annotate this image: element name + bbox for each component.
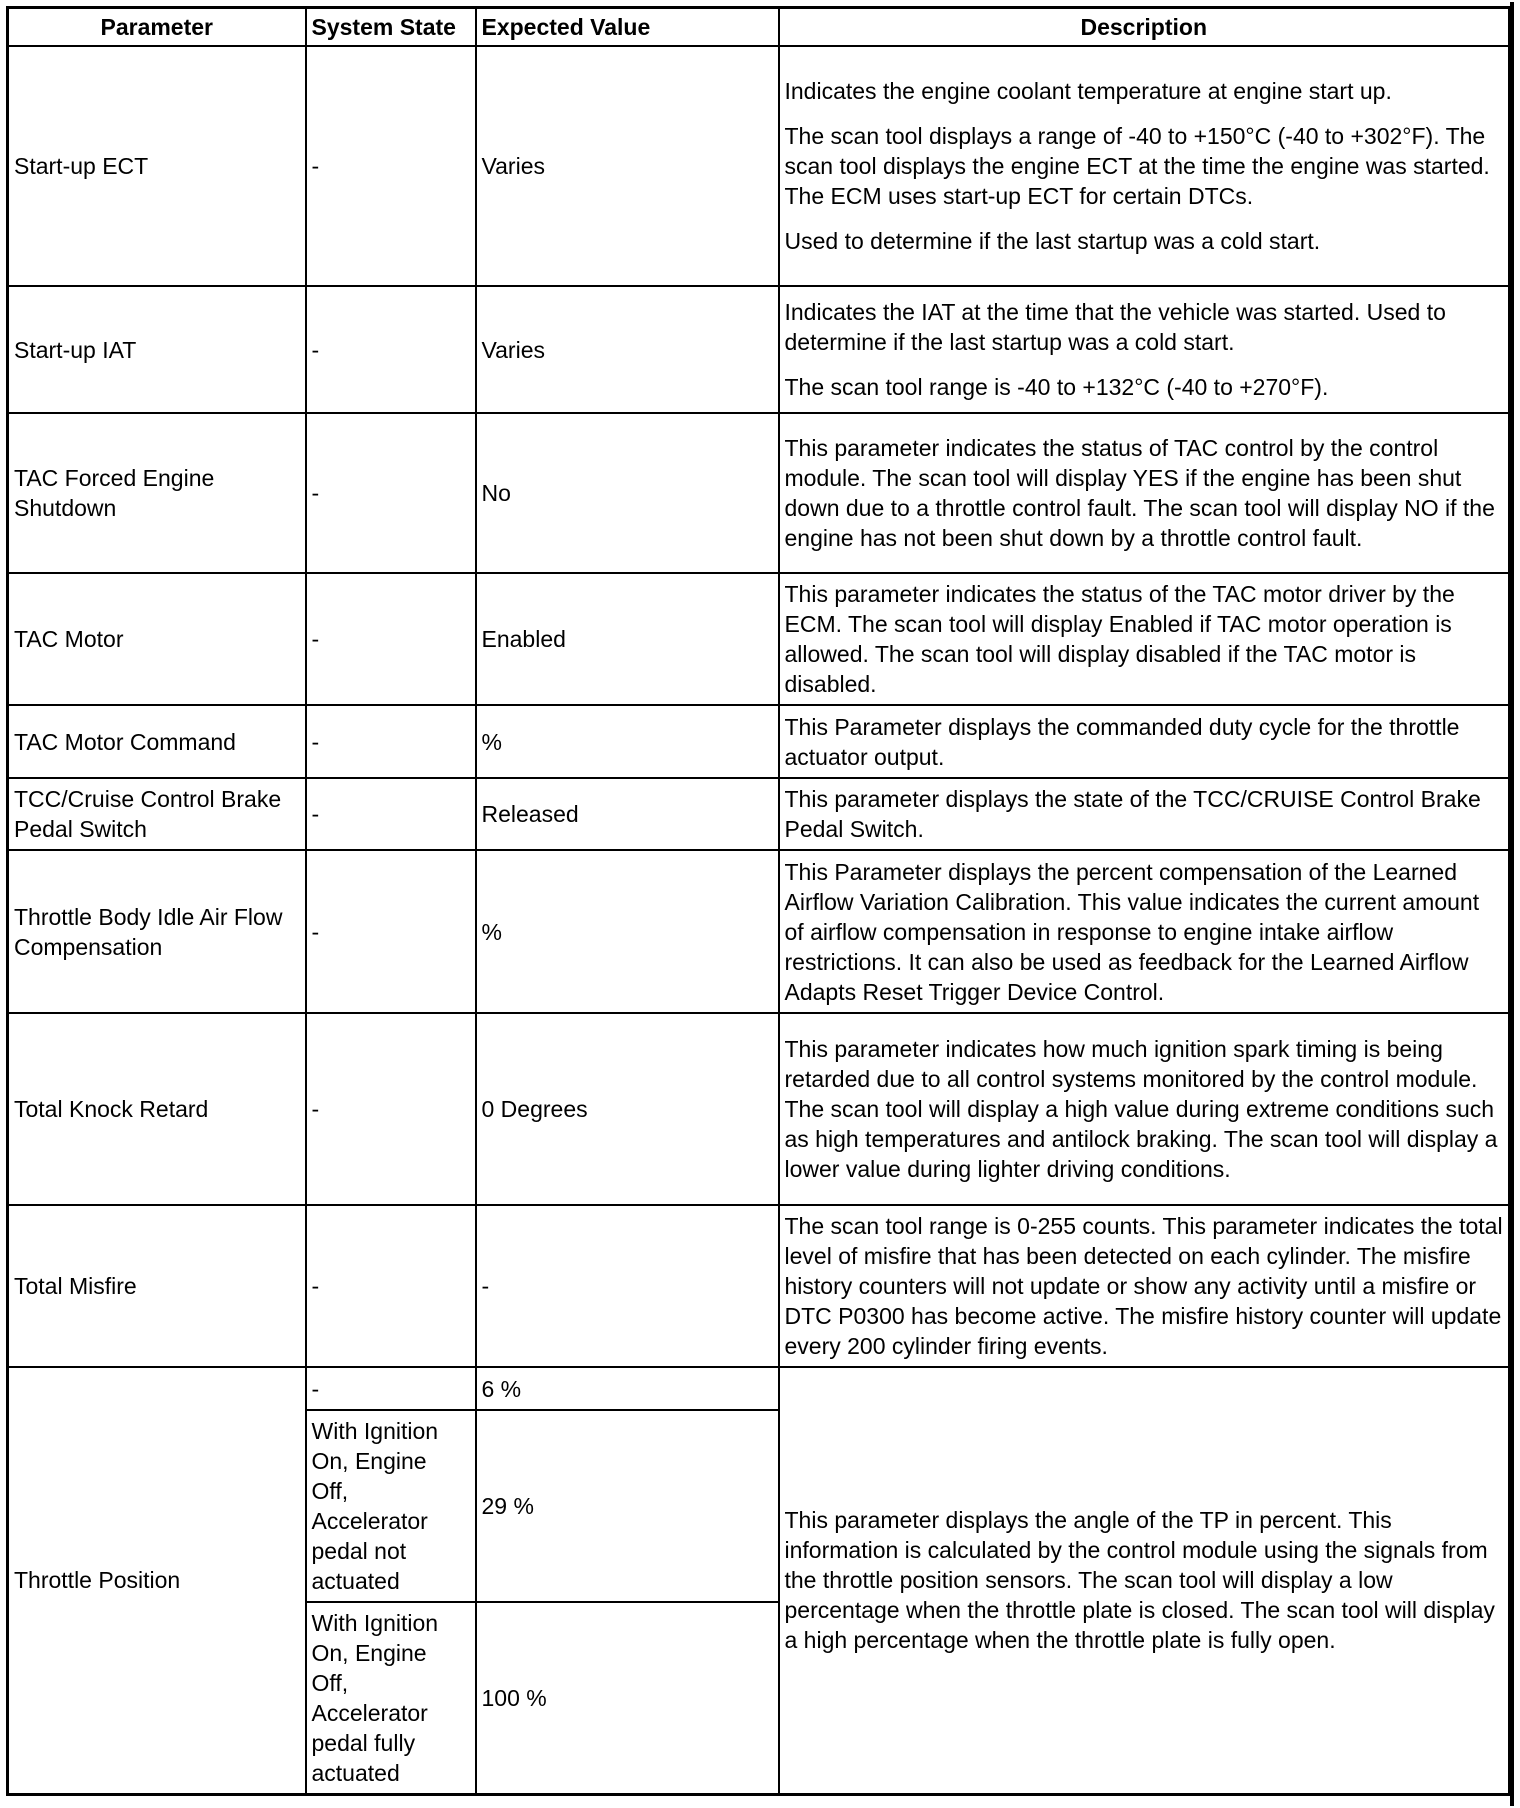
header-parameter: Parameter xyxy=(8,8,306,47)
header-system-state: System State xyxy=(306,8,476,47)
table-row xyxy=(8,1205,1510,1367)
parameter-cell: Start-up ECT xyxy=(8,46,306,286)
expected-value-cell: 29 % xyxy=(476,1410,779,1602)
description-cell xyxy=(779,705,1510,778)
table-row xyxy=(8,778,1510,850)
description-text: Indicates the IAT at the time that the vehicle was started. Used to determine if the last startup was a cold start. xyxy=(784,299,1446,355)
description-text: This parameter indicates the status of TAC control by the control module. The scan tool will display YES if the engine has been shut down due to a throttle control fault. The scan tool will display NO if the engine has not been shut down by a throttle control fault. xyxy=(784,435,1495,551)
expected-value-cell: No xyxy=(476,413,779,573)
description-cell xyxy=(779,46,1510,286)
table-row xyxy=(8,1367,1510,1410)
description-cell xyxy=(779,286,1510,413)
system-state-cell: - xyxy=(306,1205,476,1367)
system-state-cell: - xyxy=(306,573,476,705)
description-text: This parameter indicates the status of the TAC motor driver by the ECM. The scan tool will display Enabled if TAC motor operation is allowed. The scan tool will display disabled if the TAC motor is disabled. xyxy=(784,581,1455,697)
system-state-cell: - xyxy=(306,286,476,413)
table-row xyxy=(8,573,1510,705)
description-text: The scan tool range is -40 to +132°C (-40 to +270°F). xyxy=(784,374,1329,400)
parameter-cell: TAC Motor Command xyxy=(8,705,306,778)
table-header-row xyxy=(8,8,1510,47)
header-description: Description xyxy=(779,8,1510,47)
page-edge-rule xyxy=(1510,2,1514,1806)
expected-value-cell: Enabled xyxy=(476,573,779,705)
expected-value-cell: Released xyxy=(476,778,779,850)
parameter-table xyxy=(6,6,1511,1796)
parameter-cell: Total Misfire xyxy=(8,1205,306,1367)
expected-value-cell: 0 Degrees xyxy=(476,1013,779,1205)
description-cell xyxy=(779,778,1510,850)
expected-value-cell: Varies xyxy=(476,286,779,413)
expected-value-cell: 6 % xyxy=(476,1367,779,1410)
system-state-cell: - xyxy=(306,413,476,573)
system-state-cell: - xyxy=(306,1367,476,1410)
parameter-cell: Throttle Position xyxy=(8,1367,306,1794)
expected-value-cell: % xyxy=(476,705,779,778)
system-state-cell: - xyxy=(306,705,476,778)
expected-value-cell: - xyxy=(476,1205,779,1367)
description-cell xyxy=(779,413,1510,573)
description-text: This parameter displays the state of the TCC/CRUISE Control Brake Pedal Switch. xyxy=(784,786,1481,842)
system-state-cell: - xyxy=(306,778,476,850)
description-text: The scan tool displays a range of -40 to +150°C (-40 to +302°F). The scan tool displays the engine ECT at the time the engine was started. The ECM uses start-up ECT for certain DTCs. xyxy=(784,123,1490,209)
table-row xyxy=(8,1013,1510,1205)
parameter-table-sheet xyxy=(6,6,1511,1796)
parameter-cell: TAC Motor xyxy=(8,573,306,705)
parameter-cell: Throttle Body Idle Air Flow Compensation xyxy=(8,850,306,1013)
system-state-cell: - xyxy=(306,46,476,286)
parameter-cell: TCC/Cruise Control Brake Pedal Switch xyxy=(8,778,306,850)
system-state-cell: - xyxy=(306,1013,476,1205)
system-state-cell: With Ignition On, Engine Off, Accelerator pedal fully actuated xyxy=(306,1602,476,1794)
expected-value-cell: Varies xyxy=(476,46,779,286)
description-cell: This parameter displays the angle of the TP in percent. This information is calculated by the control module using the signals from the throttle position sensors. The scan tool will display a low percentage when the throttle plate is closed. The scan tool will display a high percentage when the throttle plate is fully open. xyxy=(779,1367,1510,1794)
parameter-cell: Start-up IAT xyxy=(8,286,306,413)
description-text: This parameter indicates how much ignition spark timing is being retarded due to all control systems monitored by the control module. The scan tool will display a high value during extreme conditions such as high temperatures and antilock braking. The scan tool will display a lower value during lighter driving conditions. xyxy=(784,1036,1498,1182)
description-text: The scan tool range is 0-255 counts. This parameter indicates the total level of misfire that has been detected on each cylinder. The misfire history counters will not update or show any activity until a misfire or DTC P0300 has become active. The misfire history counter will update every 200 cylinder firing events. xyxy=(784,1213,1503,1359)
table-row xyxy=(8,286,1510,413)
description-text: Used to determine if the last startup was a cold start. xyxy=(784,228,1321,254)
description-cell xyxy=(779,1013,1510,1205)
table-row xyxy=(8,705,1510,778)
header-expected-value: Expected Value xyxy=(476,8,779,47)
table-row xyxy=(8,413,1510,573)
system-state-cell: With Ignition On, Engine Off, Accelerator pedal not actuated xyxy=(306,1410,476,1602)
parameter-cell: Total Knock Retard xyxy=(8,1013,306,1205)
description-cell xyxy=(779,573,1510,705)
description-cell xyxy=(779,1205,1510,1367)
table-row xyxy=(8,46,1510,286)
description-text: This Parameter displays the percent compensation of the Learned Airflow Variation Calibration. This value indicates the current amount of airflow compensation in response to engine intake airflow restrictions. It can also be used as feedback for the Learned Airflow Adapts Reset Trigger Device Control. xyxy=(784,858,1480,1005)
table-row xyxy=(8,850,1510,1013)
description-text: This Parameter displays the commanded duty cycle for the throttle actuator output. xyxy=(784,713,1460,770)
description-cell xyxy=(779,850,1510,1013)
expected-value-cell: % xyxy=(476,850,779,1013)
expected-value-cell: 100 % xyxy=(476,1602,779,1794)
parameter-cell: TAC Forced Engine Shutdown xyxy=(8,413,306,573)
system-state-cell: - xyxy=(306,850,476,1013)
description-text: Indicates the engine coolant temperature at engine start up. xyxy=(784,78,1392,104)
